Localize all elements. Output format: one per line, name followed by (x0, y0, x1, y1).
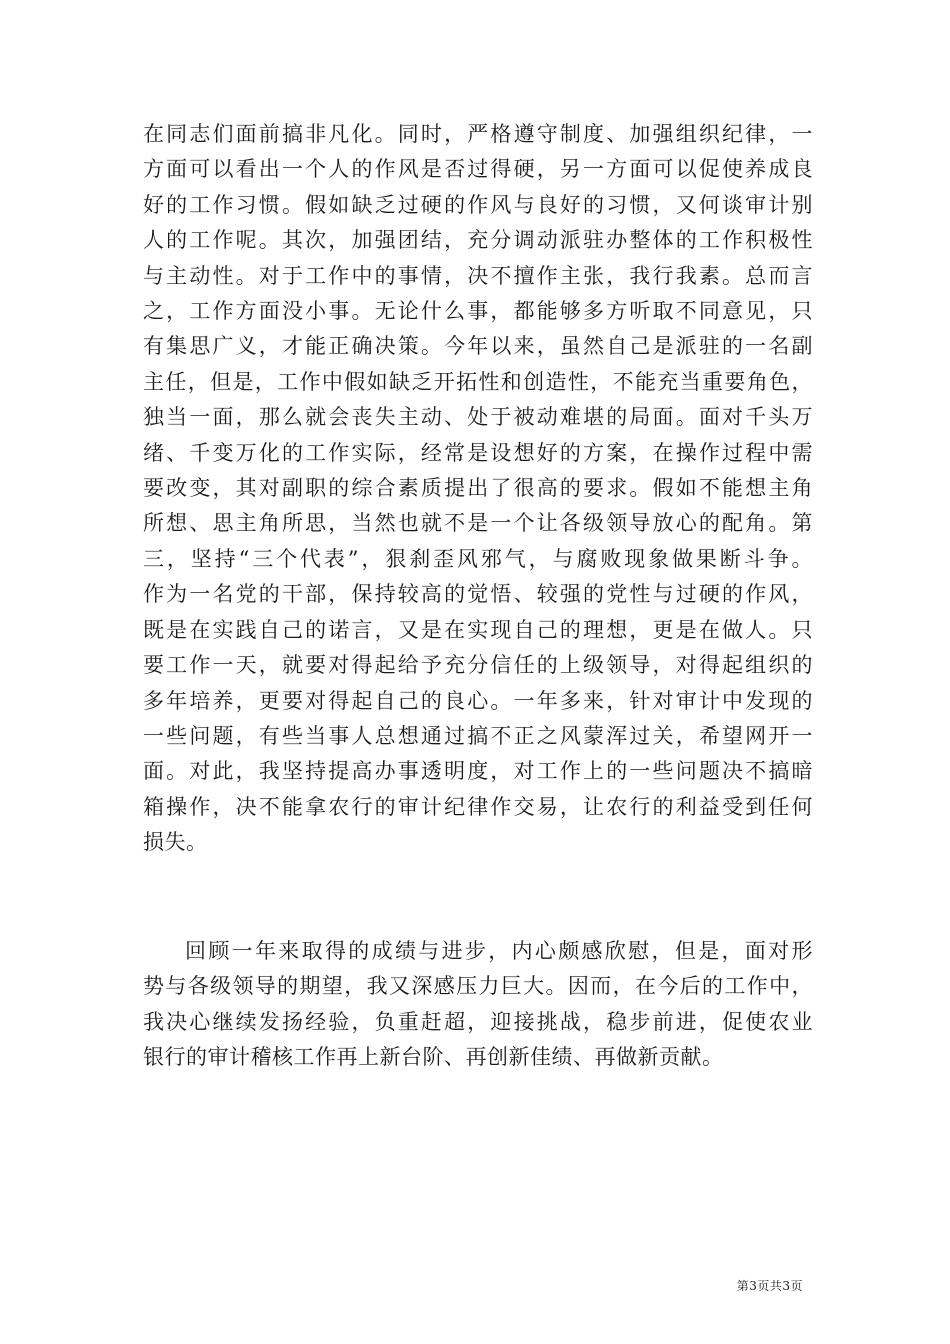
paragraph-line: 主任，但是，工作中假如缺乏开拓性和创造性，不能充当重要角色， (143, 369, 813, 394)
paragraph-line: 绪、千变万化的工作实际，经常是设想好的方案，在操作过程中需 (143, 440, 813, 465)
paragraph-line: 一些问题，有些当事人总想通过搞不正之风蒙浑过关，希望网开一 (143, 723, 813, 748)
paragraph-line: 之，工作方面没小事。无论什么事，都能够多方听取不同意见，只 (143, 299, 813, 324)
paragraph-line: 势与各级领导的期望，我又深感压力巨大。因而，在今后的工作中， (143, 974, 813, 999)
paragraph-line: 独当一面，那么就会丧失主动、处于被动难堪的局面。面对千头万 (143, 405, 813, 430)
paragraph-line: 损失。 (143, 830, 208, 855)
paragraph-line: 在同志们面前搞非凡化。同时，严格遵守制度、加强组织纪律，一 (143, 122, 813, 146)
page-number-footer: 第3页共3页 (736, 1279, 803, 1293)
paragraph-line: 要工作一天，就要对得起给予充分信任的上级领导，对得起组织的 (143, 653, 813, 678)
paragraph-line: 好的工作习惯。假如缺乏过硬的作风与良好的习惯，又何谈审计别 (143, 192, 813, 217)
paragraph-line: 所想、思主角所思，当然也就不是一个让各级领导放心的配角。第 (143, 511, 813, 536)
paragraph-line: 作为一名党的干部，保持较高的觉悟、较强的党性与过硬的作风， (143, 582, 813, 607)
paragraph-line: 既是在实践自己的诺言，又是在实现自己的理想，更是在做人。只 (143, 617, 813, 642)
paragraph-line: 我决心继续发扬经验，负重赶超，迎接挑战，稳步前进，促使农业 (143, 1009, 813, 1034)
paragraph-2 (143, 934, 813, 1076)
paragraph-line: 有集思广义，才能正确决策。今年以来，虽然自己是派驻的一名副 (143, 334, 813, 359)
paragraph-line: 要改变，其对副职的综合素质提出了很高的要求。假如不能想主角 (143, 476, 813, 501)
paragraph-1 (143, 117, 813, 861)
paragraph-line: 与主动性。对于工作中的事情，决不擅作主张，我行我素。总而言 (143, 263, 813, 288)
paragraph-line: 方面可以看出一个人的作风是否过得硬，另一方面可以促使养成良 (143, 157, 813, 182)
paragraph-line: 箱操作，决不能拿农行的审计纪律作交易，让农行的利益受到任何 (143, 794, 813, 819)
paragraph-line: 回顾一年来取得的成绩与进步，内心颇感欣慰，但是，面对形 (185, 939, 813, 963)
paragraph-line: 面。对此，我坚持提高办事透明度，对工作上的一些问题决不搞暗 (143, 759, 813, 784)
paragraph-line: 银行的审计稽核工作再上新台阶、再创新佳绩、再做新贡献。 (143, 1045, 724, 1070)
paragraph-line: 人的工作呢。其次，加强团结，充分调动派驻办整体的工作积极性 (143, 228, 813, 253)
paragraph-line: 多年培养，更要对得起自己的良心。一年多来，针对审计中发现的 (143, 688, 813, 713)
paragraph-line: 三，坚持“三个代表”，狠刹歪风邪气，与腐败现象做果断斗争。 (143, 546, 813, 571)
